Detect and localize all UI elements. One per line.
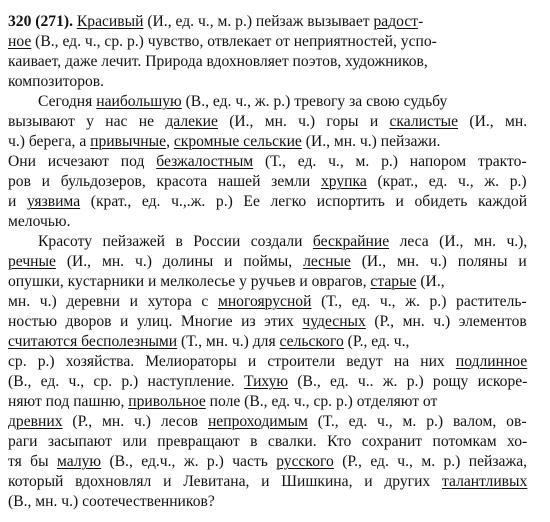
text-run: (И., мн. ч.) поляны и <box>350 253 527 270</box>
underlined-word: многоярусной <box>217 293 312 310</box>
text-run: (И., мн. ч.) горы и <box>217 113 390 130</box>
underlined-word: древних <box>8 413 63 430</box>
text-line <box>8 252 527 272</box>
text-run: - <box>418 13 424 30</box>
text-run: поле (В., ед. ч., ср. р.) отделяют от <box>205 393 438 410</box>
text-line <box>8 212 70 232</box>
text-run: мелочью. <box>8 213 71 230</box>
text-run: (крат., ед. ч.,.ж. р.) Ее легко испортить и обидеть каждой <box>80 193 528 210</box>
text-run: вызывают у нас не <box>8 113 166 130</box>
text-line <box>8 392 437 412</box>
text-run: (И., <box>416 273 445 290</box>
text-line <box>8 292 527 312</box>
text-run: каивает, даже лечит. Природа вдохновляет поэтов, художников, <box>8 53 428 70</box>
text-run: ностью дворов и улиц. Многие из этих <box>8 313 303 330</box>
underlined-word: скалистые <box>389 113 459 130</box>
text-run: няют под пашню, <box>8 393 129 410</box>
text-line <box>8 452 527 472</box>
text-run: ср. р.) хозяйства. Мелиораторы и строители ведут на них <box>8 353 456 370</box>
text-run: (И., ед. ч., м. р.) пейзаж вызывает <box>143 13 374 30</box>
text-line <box>8 412 527 432</box>
underlined-word: старые <box>370 273 417 290</box>
text-line <box>8 192 527 212</box>
underlined-word: малую <box>57 453 102 470</box>
text-run: Сегодня <box>38 93 97 110</box>
underlined-word: привычные <box>90 133 167 150</box>
text-run: который вдохновлял и Левитана, и Шишкина, и других <box>8 473 442 490</box>
underlined-word: непроходимым <box>207 413 308 430</box>
underlined-word: считаются бесполезными <box>8 333 178 350</box>
underlined-word: привольное <box>128 393 206 410</box>
text-run: опушки, кустарники и мелколесье у ручьев и оврагов, <box>8 273 371 290</box>
text-line <box>8 432 527 452</box>
text-run: (Т., ед. ч., м. р.) напором тракто- <box>253 153 527 170</box>
text-line <box>8 312 527 332</box>
underlined-word: лесные <box>303 253 351 270</box>
text-line <box>8 352 527 372</box>
underlined-word: чудесных <box>302 313 366 330</box>
text-run: леса (И., мн. ч.), <box>389 233 528 250</box>
underlined-word: далекие <box>165 113 218 130</box>
text-run: (В., мн. ч.) соотечественников? <box>8 493 215 510</box>
underlined-word: талантливых <box>442 473 528 490</box>
text-run: (В., ед. ч., ж. р.) тревогу за свою судьбу <box>181 93 448 110</box>
text-run: (Р., мн. ч.) элементов <box>365 313 527 330</box>
text-run: (Т., ед. ч., м. р.) валом, ов- <box>307 413 527 430</box>
text-line <box>8 132 440 152</box>
text-run: (Р., мн. ч.) лесов <box>62 413 208 430</box>
text-line <box>8 472 527 492</box>
text-run: раги засыпают или превращают в свалки. Кто сохранит потомкам хо- <box>8 433 528 450</box>
text-run: тя бы <box>8 453 57 470</box>
underlined-word: наибольшую <box>96 93 182 110</box>
text-run: (И., мн. <box>458 113 528 130</box>
text-run: композиторов. <box>8 73 105 90</box>
text-run: (крат., ед. ч., ж. р.) <box>366 173 527 190</box>
text-run: Они исчезают под <box>8 153 157 170</box>
underlined-word: скромные сельские <box>173 133 302 150</box>
text-run: (В., ед. ч., ср. р.) чувство, отвлекает от неприятностей, успо- <box>31 33 437 50</box>
underlined-word: Тихую <box>243 373 289 390</box>
underlined-word: радост <box>373 13 419 30</box>
text-line <box>8 52 428 72</box>
text-run: (Т., мн. ч.) для <box>177 333 280 350</box>
text-run: ч.) берега, а <box>8 133 91 150</box>
text-line <box>8 112 527 132</box>
underlined-word: уязвима <box>26 193 81 210</box>
text-run: (И., мн. ч.) пейзажи. <box>301 133 441 150</box>
text-line <box>8 152 527 172</box>
underlined-word: русского <box>276 453 334 470</box>
text-run: , <box>166 133 174 150</box>
underlined-word: бескрайние <box>312 233 390 250</box>
text-run: мн. ч.) деревни и хутора с <box>8 293 218 310</box>
text-line <box>38 92 447 112</box>
text-run: (И., мн. ч.) долины и поймы, <box>55 253 304 270</box>
text-line <box>8 172 527 192</box>
text-run: ров и бульдозеров, красота нашей земли <box>8 173 321 190</box>
text-line <box>8 272 445 292</box>
underlined-word: сельского <box>279 333 344 350</box>
text-run: (В., ед.ч., ж. р.) часть <box>101 453 277 470</box>
text-line <box>8 32 437 52</box>
underlined-word: ное <box>8 33 32 50</box>
text-line <box>8 332 409 352</box>
text-line <box>8 72 104 92</box>
underlined-word: Красивый <box>76 13 144 30</box>
underlined-word: хрупка <box>320 173 367 190</box>
text-line <box>8 372 527 392</box>
text-run: (Р., ед. ч., <box>343 333 410 350</box>
text-run: и <box>8 193 27 210</box>
underlined-word: подлинное <box>455 353 528 370</box>
underlined-word: речные <box>8 253 56 270</box>
underlined-word: безжалостным <box>156 153 254 170</box>
text-run: (Р., ед. ч., м. р.) пейзажа, <box>333 453 528 470</box>
text-run: (Т., ед. ч., ж. р.) раститель- <box>311 293 527 310</box>
exercise-number: 320 (271). <box>8 13 73 30</box>
text-run: (В., ед. ч., ср. р.) наступление. <box>8 373 244 390</box>
text-line <box>8 492 215 512</box>
text-run: (В., ед. ч.. ж. р.) рощу искоре- <box>288 373 528 390</box>
text-line <box>8 12 423 32</box>
text-run: Красоту пейзажей в России создали <box>38 233 313 250</box>
text-line <box>38 232 527 252</box>
